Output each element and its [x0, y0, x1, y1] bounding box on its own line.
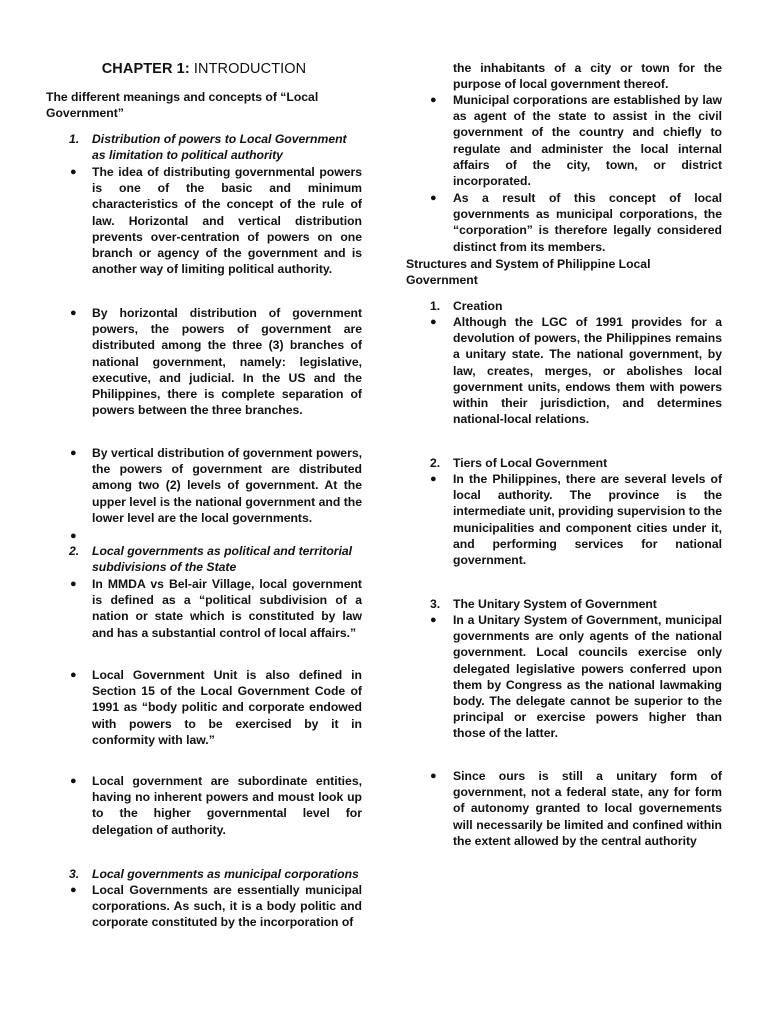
intro-heading: The different meanings and concepts of “Local Government”: [46, 90, 319, 121]
structures-heading: Structures and System of Philippine Local Government: [406, 257, 651, 288]
chapter-title: CHAPTER 1: INTRODUCTION: [101, 61, 307, 77]
